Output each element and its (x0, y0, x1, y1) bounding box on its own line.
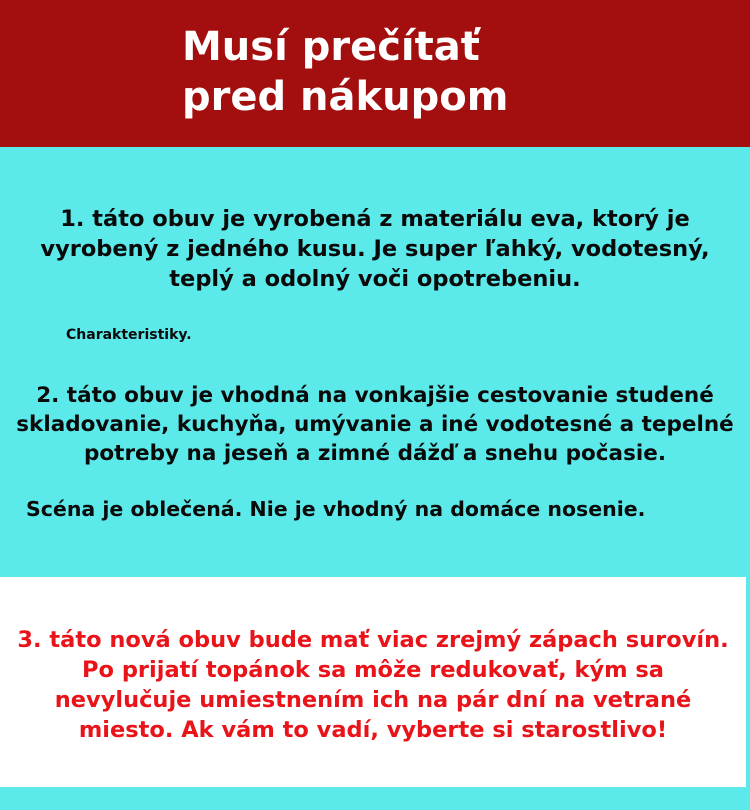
characteristics-label: Charakteristiky. (66, 327, 192, 343)
title-line-1: Musí prečítať (182, 24, 480, 70)
warning-section (0, 577, 746, 787)
page-title (182, 22, 682, 122)
scene-text: Scéna je oblečená. Nie je vhodný na domáce nosenie. (26, 497, 646, 521)
bottom-strip (0, 787, 750, 810)
title-line-2: pred nákupom (182, 74, 509, 120)
info-section (0, 147, 750, 577)
point-1-text: 1. táto obuv je vyrobená z materiálu eva, ktorý je vyrobený z jedného kusu. Je super ľahký, vodotesný, teplý a odolný voči opotrebeniu. (40, 206, 710, 292)
point-2-text: 2. táto obuv je vhodná na vonkajšie cestovanie studené skladovanie, kuchyňa, umývanie a iné vodotesné a tepelné potreby na jeseň a zimné dážď a snehu počasie. (16, 383, 734, 466)
header-banner (0, 0, 750, 147)
point-3-warning-text: 3. táto nová obuv bude mať viac zrejmý zápach surovín. Po prijatí topánok sa môže redukovať, kým sa nevylučuje umiestnením ich na pár dní na vetrané miesto. Ak vám to vadí, vyberte si starostlivo! (17, 627, 729, 743)
